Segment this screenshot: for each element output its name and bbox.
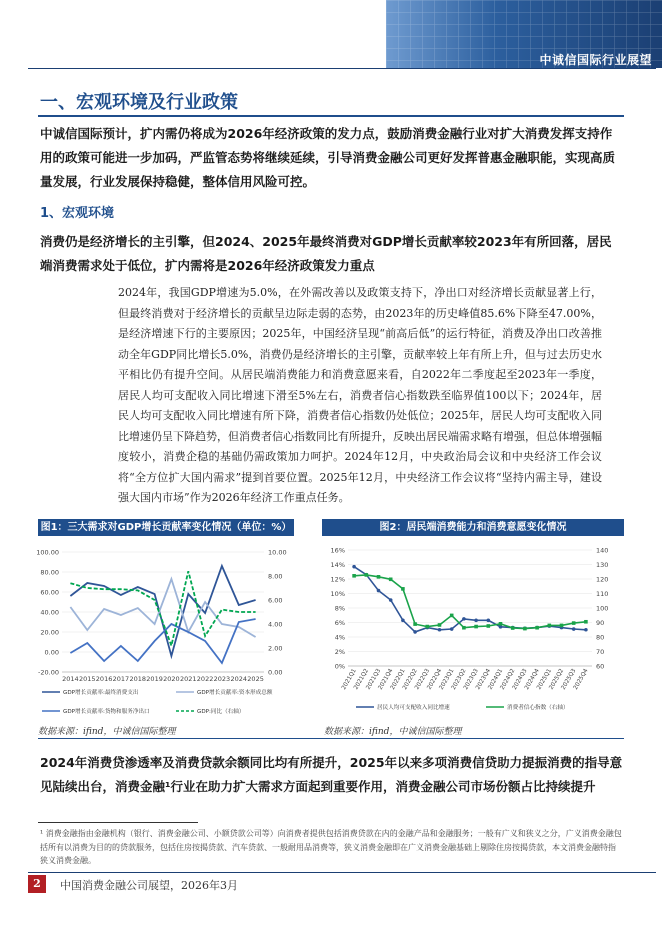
footer-text: 中国消费金融公司展望，2026年3月	[60, 879, 238, 892]
data-point-0	[389, 598, 393, 602]
y-left-tick-label: 12%	[330, 575, 345, 584]
data-point-0	[438, 628, 442, 632]
data-point-1	[511, 626, 515, 630]
x-tick-label: 2017	[112, 675, 130, 683]
legend-label-1: GDP增长贡献率:资本形成总额	[197, 690, 273, 697]
x-tick-label: 2023Q1	[438, 668, 456, 691]
data-point-1	[474, 625, 478, 629]
y-right-tick-label: 2.00	[268, 644, 283, 653]
data-point-1	[548, 624, 552, 628]
y-left-tick-label: 40.00	[40, 608, 59, 617]
series-line-3	[70, 571, 255, 645]
data-point-1	[462, 626, 466, 630]
x-tick-label: 2021Q2	[353, 668, 371, 691]
x-tick-label: 2021Q4	[377, 668, 395, 691]
data-point-1	[352, 574, 356, 578]
figure2-source: 数据来源：ifind，中诚信国际整理	[324, 727, 462, 737]
y-right-tick-label: 110	[596, 590, 609, 598]
footnote: ¹ 消费金融指由金融机构（银行、消费金融公司、小额贷款公司等）向消费者提供包括消费贷款在内的金融产品和金融服务；一般有广义和狭义之分，广义消费金融包括所有以消费为目的的贷款服务，包括住房按揭贷款、汽车贷款、一般耐用品消费等，狭义消费金融即在广义消费金融基础上剔除住房按揭贷款，本文消费金融特指狭义消费金融。	[40, 829, 622, 865]
y-right-tick-label: 90	[596, 619, 605, 627]
x-tick-label: 2024Q4	[524, 668, 541, 691]
legend-label-0: 居民人均可支配收入同比增速	[377, 705, 450, 712]
x-tick-label: 2023Q4	[475, 668, 493, 691]
y-left-tick-label: 60.00	[40, 588, 59, 597]
data-point-1	[584, 620, 588, 624]
y-left-tick-label: 2%	[334, 648, 345, 656]
x-tick-label: 2022Q4	[426, 668, 444, 691]
y-right-tick-label: 60	[596, 662, 605, 671]
lead-paragraph-2: 2024年消费贷渗透率及消费贷款余额同比均有所提升，2025年以来多项消费信贷助力提振消费的指导意见陆续出台，消费金融¹行业在助力扩大需求方面起到重要作用，消费金融公司市场份额占比持续提升	[40, 755, 623, 794]
legend-label-2: GDP增长贡献率:货物和服务净出口	[63, 709, 150, 716]
y-right-tick-label: 6.00	[268, 596, 283, 605]
x-tick-label: 2023Q2	[450, 668, 468, 691]
legend-label-3: GDP:同比（右轴）	[197, 709, 245, 716]
y-right-tick-label: 4.00	[268, 620, 283, 629]
y-left-tick-label: 16%	[330, 546, 345, 555]
x-tick-label: 2021Q1	[341, 668, 358, 691]
subsection-title: 1、宏观环境	[40, 206, 115, 221]
section-title: 一、宏观环境及行业政策	[40, 92, 238, 113]
figure-rule	[38, 738, 624, 739]
y-right-tick-label: 120	[596, 575, 609, 584]
data-point-1	[523, 627, 527, 631]
data-point-1	[389, 577, 393, 581]
data-point-0	[572, 627, 576, 631]
y-right-tick-label: 10.00	[268, 548, 287, 557]
data-point-0	[487, 619, 491, 623]
y-right-tick-label: 130	[596, 561, 609, 569]
x-tick-label: 2025	[247, 675, 264, 683]
y-left-tick-label: 20.00	[40, 628, 59, 637]
header-banner	[386, 0, 662, 68]
series-line-0	[70, 566, 255, 656]
y-left-tick-label: 80.00	[40, 568, 59, 577]
page-number: 2	[28, 875, 46, 893]
legend-label-0: GDP增长贡献率:最终消费支出	[63, 690, 139, 697]
x-tick-label: 2022Q1	[389, 668, 407, 691]
x-tick-label: 2024Q2	[499, 668, 517, 691]
data-point-1	[450, 614, 454, 618]
legend-label-1: 消费者信心指数（右轴）	[507, 705, 569, 712]
data-point-0	[401, 619, 405, 623]
data-point-0	[413, 630, 417, 634]
data-point-1	[377, 575, 381, 579]
data-point-1	[438, 623, 442, 627]
y-left-tick-label: 100.00	[36, 548, 59, 557]
x-tick-label: 2021	[179, 675, 197, 683]
y-left-tick-label: 8%	[334, 604, 345, 613]
y-right-tick-label: 140	[596, 546, 609, 555]
data-point-0	[474, 619, 478, 623]
y-right-tick-label: 80	[596, 633, 605, 642]
data-point-0	[584, 628, 588, 632]
data-point-0	[450, 627, 454, 631]
x-tick-label: 2023Q3	[463, 668, 480, 691]
y-left-tick-label: 10%	[330, 590, 345, 598]
figure1-chart	[28, 540, 296, 720]
x-tick-label: 2022Q3	[414, 668, 432, 691]
x-tick-label: 2024Q3	[511, 668, 529, 691]
x-tick-label: 2015	[78, 675, 96, 683]
section-rule	[38, 115, 624, 117]
x-tick-label: 2024Q1	[487, 668, 505, 691]
footer-rule	[28, 872, 656, 873]
figure2-chart	[320, 540, 624, 720]
lead-paragraph-1: 消费仍是经济增长的主引擎，但2024、2025年最终消费对GDP增长贡献率较2023年有所回落，居民端消费需求处于低位，扩内需将是2026年经济政策发力重点	[40, 234, 612, 273]
data-point-0	[352, 565, 356, 569]
series-line-1	[354, 575, 586, 629]
x-tick-label: 2025Q3	[560, 668, 578, 691]
footnote-rule	[38, 822, 198, 823]
x-tick-label: 2023	[213, 675, 231, 683]
data-point-1	[487, 624, 491, 628]
data-point-1	[365, 573, 369, 577]
data-point-1	[499, 622, 503, 626]
x-tick-label: 2025Q1	[536, 668, 554, 691]
x-tick-label: 2014	[62, 675, 79, 683]
y-right-tick-label: 70	[596, 648, 605, 656]
data-point-1	[426, 625, 430, 629]
data-point-0	[377, 589, 381, 593]
y-left-tick-label: 0.00	[44, 648, 59, 657]
figure1-source: 数据来源：ifind，中诚信国际整理	[38, 727, 176, 737]
y-left-tick-label: 0%	[334, 662, 345, 671]
x-tick-label: 2020	[163, 675, 180, 683]
data-point-1	[560, 624, 564, 628]
y-left-tick-label: 14%	[330, 561, 345, 569]
y-right-tick-label: 100	[596, 604, 609, 613]
brand-title: 中诚信国际行业展望	[539, 53, 652, 67]
x-tick-label: 2021Q3	[365, 668, 383, 691]
data-point-0	[462, 617, 466, 621]
x-tick-label: 2022	[196, 675, 214, 683]
y-left-tick-label: -20.00	[38, 668, 59, 677]
y-left-tick-label: 4%	[334, 633, 345, 642]
series-line-0	[354, 567, 586, 632]
x-tick-label: 2022Q2	[402, 668, 419, 691]
data-point-1	[413, 622, 417, 626]
x-tick-label: 2016	[95, 675, 113, 683]
x-tick-label: 2019	[146, 675, 163, 683]
x-tick-label: 2025Q4	[572, 668, 590, 691]
data-point-1	[535, 626, 539, 630]
y-right-tick-label: 8.00	[268, 572, 283, 581]
y-left-tick-label: 6%	[334, 619, 345, 627]
data-point-1	[572, 621, 576, 625]
data-point-1	[401, 587, 405, 591]
body-paragraph-1: 2024年，我国GDP增速为5.0%，在外需改善以及政策支持下，净出口对经济增长贡献显著上行，但最终消费对于经济增长的贡献呈边际走弱的态势，由2023年的历史峰值85.6%下降至47.00%，是经济增速下行的主要原因；2025年，中国经济呈现“前高后低”的运行特征，消费及净出口改善推动全年GDP同比增长5.0%，消费仍是经济增长的主引擎，贡献率较上年有所上升，但与过去历史水平相比仍有提升空间。从居民端消费能力和消费意愿来看，自2022年二季度起至2023年一季度，居民人均可支配收入同比增速下滑至5%左右，消费者信心指数跌至临界值100以下；2024年，居民人均可支配收入同比增速有所下降，消费者信心指数仍处低位；2025年，居民人均可支配收入同比增速仍呈下降趋势，但消费者信心指数同比有所提升，反映出居民端需求略有增强，但总体增强幅度较小，消费企稳的基础仍需政策加力呵护。2024年12月，中央政治局会议和中央经济工作会议将“全方位扩大国内需求”提到首要位置。2025年12月，中央经济工作会议将“坚持内需主导，建设强大国内市场”作为2026年经济工作重点任务。	[118, 286, 602, 504]
intro-paragraph: 中诚信国际预计，扩内需仍将成为2026年经济政策的发力点，鼓励消费金融行业对扩大消费发挥支持作用的政策可能进一步加码，严监管态势将继续延续，引导消费金融公司更好发挥普惠金融职能，实现高质量发展，行业发展保持稳健，整体信用风险可控。	[40, 126, 616, 189]
y-right-tick-label: 0.00	[268, 668, 283, 677]
figure1-caption: 图1：三大需求对GDP增长贡献率变化情况（单位：%）	[38, 519, 294, 536]
header-rule	[28, 68, 656, 69]
x-tick-label: 2024	[230, 675, 248, 683]
x-tick-label: 2018	[129, 675, 147, 683]
figure2-caption: 图2：居民端消费能力和消费意愿变化情况	[322, 519, 624, 536]
x-tick-label: 2025Q2	[548, 668, 566, 691]
